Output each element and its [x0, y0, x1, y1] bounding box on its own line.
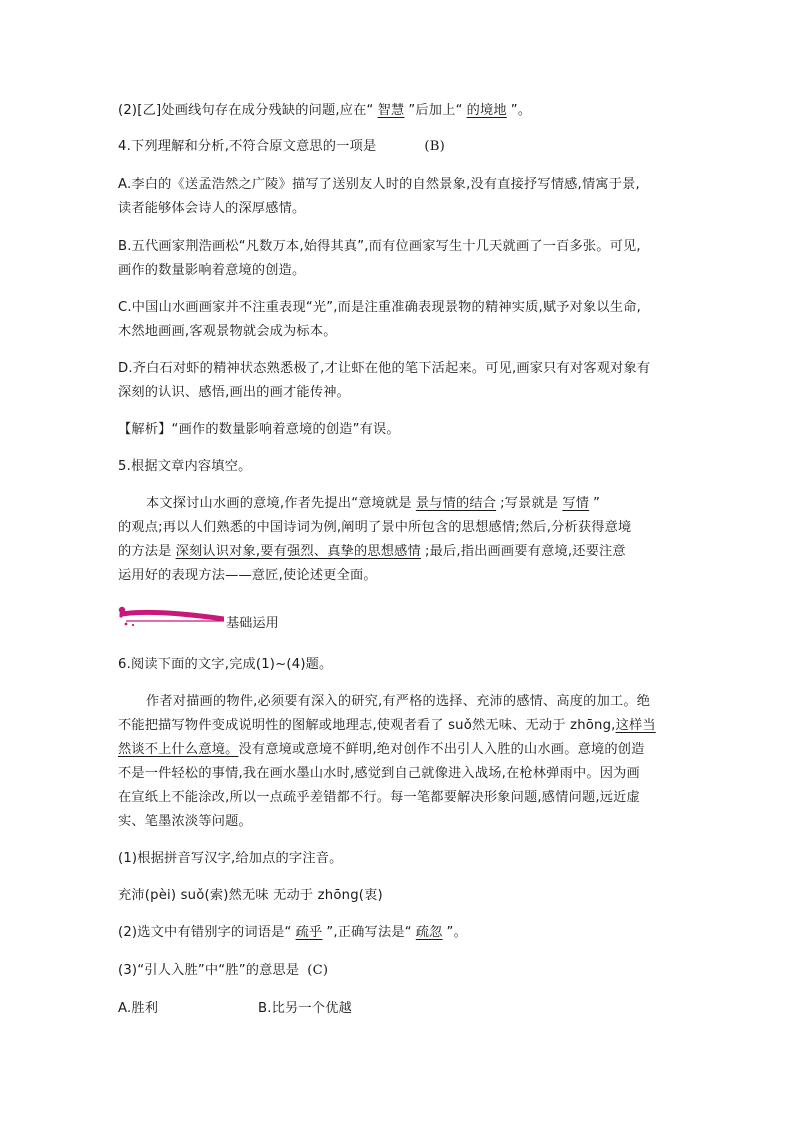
section-header — [118, 604, 418, 634]
q3-sub2-answer-2: 的境地 — [466, 103, 507, 118]
q5-answer-2: 写情 — [562, 496, 590, 511]
q4-analysis: 【解析】“画作的数量影响着意境的创造”有误。 — [118, 422, 400, 437]
q6-line3-post: 没有意境或意境不鲜明,绝对创作不出引人入胜的山水画。意境的创造 — [238, 742, 645, 757]
q6-para-line3 — [118, 741, 645, 759]
q4-option-a-line1: A.李白的《送孟浩然之广陵》描写了送别友人时的自然景象,没有直接抒写情感,情寓于景, — [118, 177, 640, 192]
q5-answer-3: 深刻认识对象,要有强烈、真挚的思想感情 — [175, 544, 421, 559]
q5-answer-1: 景与情的结合 — [415, 496, 497, 511]
q4-option-a-line2: 读者能够体会诗人的深厚感情。 — [118, 201, 306, 216]
q6-sub3-answer: (C) — [307, 963, 329, 978]
q5-line1-mid: ;写景就是 — [500, 496, 559, 511]
q5-line1-pre: 本文探讨山水画的意境,作者先提出“意境就是 — [146, 496, 412, 511]
q6-para-line6: 实、笔墨浓淡等问题。 — [118, 814, 252, 829]
section-title: 基础运用 — [226, 616, 279, 631]
q3-sub2-post: ”。 — [510, 103, 532, 118]
q6-para-line4: 不是一件轻松的事情,我在画水墨山水时,感觉到自己就像进入战场,在枪林弹雨中。因为画 — [118, 766, 640, 781]
q5-line1-post: ” — [593, 496, 601, 511]
q3-sub2-pre: (2)[乙]处画线句存在成分残缺的问题,应在“ — [118, 103, 374, 118]
q6-sub2-pre: (2)选文中有错别字的词语是“ — [118, 925, 292, 940]
q5-line3-post: ;最后,指出画画要有意境,还要注意 — [424, 544, 626, 559]
q5-para-line2: 的观点;再以人们熟悉的中国诗词为例,阐明了景中所包含的思想感情;然后,分析获得意境 — [118, 520, 632, 535]
q6-sub2-mid: ”,正确写法是“ — [326, 925, 412, 940]
q3-sub2-mid: ”后加上“ — [408, 103, 463, 118]
q6-sub3-stem — [118, 962, 328, 980]
q3-sub2-answer-1: 智慧 — [377, 103, 405, 118]
q6-sub3-stem-text: (3)“引人入胜”中“胜”的意思是 — [118, 963, 300, 978]
q6-underlined-2: 然谈不上什么意境。 — [118, 742, 239, 757]
q6-sub1-stem: (1)根据拼音写汉字,给加点的字注音。 — [118, 851, 343, 866]
q5-para-line3 — [118, 543, 626, 561]
q3-sub2 — [118, 102, 531, 120]
q4-option-d-line2: 深刻的认识、感悟,画出的画才能传神。 — [118, 385, 350, 400]
q5-line3-pre: 的方法是 — [118, 544, 172, 559]
q6-sub2-answer-1: 疏乎 — [295, 925, 323, 940]
q4-option-c-line2: 木然地画画,客观景物就会成为标本。 — [118, 324, 337, 339]
q4-stem — [118, 138, 445, 156]
q6-underlined-1: 这样当 — [615, 718, 656, 733]
q6-sub2-answer-2: 疏忽 — [415, 925, 443, 940]
q4-option-b-line2: 画作的数量影响着意境的创造。 — [118, 263, 306, 278]
q6-line2-pre: 不能把描写物件变成说明性的图解或地理志,使观者看了 suǒ然无味、无动于 zhōng, — [118, 718, 616, 733]
q6-sub2-post: ”。 — [446, 925, 467, 940]
q6-stem: 6.阅读下面的文字,完成(1)~(4)题。 — [118, 657, 333, 672]
section-decoration-icon — [118, 604, 224, 634]
q6-para-line2 — [118, 717, 656, 735]
q4-answer: (B) — [424, 139, 445, 154]
q4-option-b-line1: B.五代画家荆浩画松“凡数万本,始得其真”,而有位画家写生十几天就画了一百多张。可见, — [118, 239, 641, 254]
q6-para-line5: 在宣纸上不能涂改,所以一点疏乎差错都不行。每一笔都要解决形象问题,感情问题,远近虚 — [118, 790, 640, 805]
q5-stem: 5.根据文章内容填空。 — [118, 459, 252, 474]
q6-sub1-answer: 充沛(pèi) suǒ(索)然无味 无动于 zhōng(衷) — [118, 888, 383, 903]
q5-para-line1 — [146, 495, 600, 513]
q6-sub3-option-a: A.胜利 — [118, 1001, 159, 1016]
q6-sub3-option-b: B.比另一个优越 — [258, 1001, 352, 1016]
q4-stem-text: 4.下列理解和分析,不符合原文意思的一项是 — [118, 139, 377, 154]
q6-sub2 — [118, 924, 467, 942]
q6-para-line1: 作者对描画的物件,必须要有深入的研究,有严格的选择、充沛的感情、高度的加工。绝 — [146, 694, 651, 709]
q4-option-d-line1: D.齐白石对虾的精神状态熟悉极了,才让虾在他的笔下活起来。可见,画家只有对客观对象有 — [118, 361, 651, 376]
q5-para-line4: 运用好的表现方法——意匠,使论述更全面。 — [118, 568, 377, 583]
q4-option-c-line1: C.中国山水画画家并不注重表现“光”,而是注重准确表现景物的精神实质,赋予对象以生命, — [118, 300, 641, 315]
